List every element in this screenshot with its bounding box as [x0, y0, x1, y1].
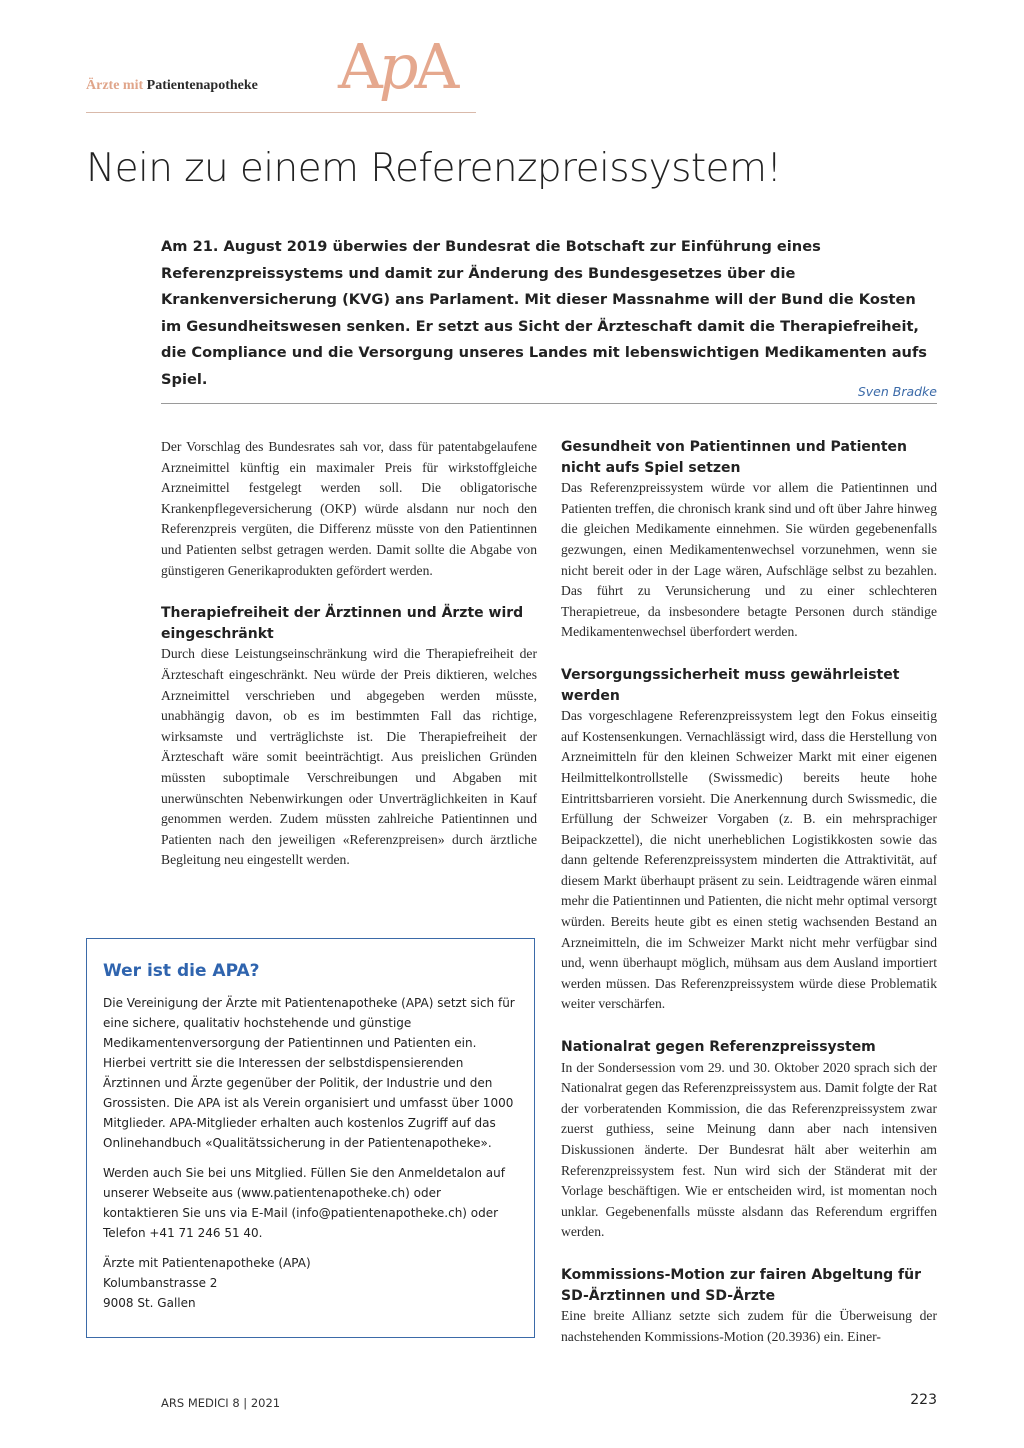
left-column	[161, 437, 537, 871]
logo-letter-a1: A	[338, 30, 379, 103]
info-box-paragraph-2: Werden auch Sie bei uns Mitglied. Füllen Sie den Anmeldetalon auf unserer Webseite aus (www.patientenapotheke.ch) oder kontaktieren Sie uns via E-Mail (info@patientenapotheke.ch) oder Telefon +41 71 246 51 40.	[103, 1166, 505, 1240]
address-line-3: 9008 St. Gallen	[103, 1296, 196, 1310]
footer-page-number: 223	[910, 1392, 937, 1408]
info-box-address	[103, 1253, 518, 1313]
right-heading-4: Kommissions-Motion zur fairen Abgeltung für SD-Ärztinnen und SD-Ärzte	[561, 1266, 922, 1304]
right-paragraph-4: Eine breite Allianz setzte sich zudem für die Überweisung der nachstehenden Kommissions-Motion (20.3936) ein. Einer-	[561, 1308, 937, 1344]
footer-journal: ARS MEDICI 8 | 2021	[161, 1396, 281, 1410]
page-header	[86, 30, 478, 118]
info-box-paragraph-1: Die Vereinigung der Ärzte mit Patientenapotheke (APA) setzt sich für eine sichere, qualitativ hochstehende und günstige Medikamentenversorgung der Patientinnen und Patienten ein. Hierbei vertritt sie die Interessen der selbstdispensierenden Ärztinnen und Ärzte gegenüber der Politik, der Industrie und den Grossisten. Die APA ist als Verein organisiert und umfasst über 1000 Mitglieder. APA-Mitglieder erhalten auch kostenlos Zugriff auf das Onlinehandbuch «Qualitätssicherung in der Patientenapotheke».	[103, 996, 515, 1150]
left-paragraph-1: Der Vorschlag des Bundesrates sah vor, dass für patentabgelaufene Arzneimittel künftig ein maximaler Preis für wirkstoffgleiche Arzneimittel festgelegt werden soll. Die obligatorische Krankenpflegeversicherung (OKP) würde alsdann nur noch den Referenzpreis vergüten, die Differenz müsste von den Patientinnen und Patienten selbst getragen werden. Damit sollte die Abgabe von günstigeren Generikaprodukten gefördert werden.	[161, 439, 537, 578]
article-author: Sven Bradke	[857, 384, 937, 399]
logo-letter-p: p	[378, 30, 415, 103]
address-line-1: Ärzte mit Patientenapotheke (APA)	[103, 1256, 311, 1270]
apa-logo	[338, 30, 456, 103]
right-heading-1: Gesundheit von Patientinnen und Patienten nicht aufs Spiel setzen	[561, 439, 908, 476]
right-paragraph-3: In der Sondersession vom 29. und 30. Oktober 2020 sprach sich der Nationalrat gegen das Referenzpreissystem aus. Damit folgte der Rat der vorberatenden Kommission, die das Referenzpreissystem zwar zuerst guthiess, seine Meinung dann aber nach intensiven Diskussionen änderte. Der Bundesrat hält aber weiterhin am Referenzpreissystem fest. Nun wird sich der Ständerat mit der Vorlage beschäftigen. Wie er entscheiden wird, ist momentan noch unklar. Gegebenenfalls müsste alsdann das Referendum ergriffen werden.	[561, 1059, 937, 1240]
brand-light: Ärzte mit	[86, 78, 144, 93]
address-line-2: Kolumbanstrasse 2	[103, 1276, 218, 1290]
right-paragraph-1: Das Referenzpreissystem würde vor allem die Patientinnen und Patienten treffen, die chronisch krank sind und oft über Jahre hinweg die gleichen Medikamente einnehmen. Sie würden gegebenenfalls gezwungen, einen Medikamentenwechsel vorzunehmen, wenn sie nicht bereit oder in der Lage wären, Aufschläge selbst zu bezahlen. Das führt zu Verunsicherung und zu einer schlechteren Therapietreue, da insbesondere betagte Personen durch ständige Medikamentenwechsel überfordert werden.	[561, 480, 937, 640]
article-title: Nein zu einem Referenzpreissystem!	[86, 146, 782, 191]
left-heading-1: Therapiefreiheit der Ärztinnen und Ärzte wird eingeschränkt	[161, 605, 524, 642]
right-paragraph-2: Das vorgeschlagene Referenzpreissystem legt den Fokus einseitig auf Kostensenkungen. Vernachlässigt wird, dass die Herstellung von Arzneimitteln für den kleinen Schweizer Markt mit einer eigenen Heilmittelkontrollstelle (Swissmedic) bereits heute hohe Eintrittsbarrieren vorsieht. Die Anerkennung durch Swissmedic, die Erfüllung der Schweizer Vorgaben (z. B. ein mehrsprachiger Beipackzettel), die nicht unerheblichen Logistikkosten sowie das dann geltende Referenzpreissystem minderten die Attraktivität, auf diesem Markt überhaupt präsent zu sein. Leidtragende wären einmal mehr die Patientinnen und Patienten, die nicht mehr optimal versorgt würden. Bereits heute gibt es einen stetig wachsenden Bestand an Arzneimitteln, die im Schweizer Markt nicht mehr verfügbar sind und, wenn überhaupt möglich, mühsam aus dem Ausland importiert werden müssen. Das Referenzpreissystem würde diese Problematik weiter verschärfen.	[561, 708, 937, 1012]
article-lead: Am 21. August 2019 überwies der Bundesrat die Botschaft zur Einführung eines Referenzpreissystems und damit zur Änderung des Bundesgesetzes über die Krankenversicherung (KVG) ans Parlament. Mit dieser Massnahme will der Bund die Kosten im Gesundheitswesen senken. Er setzt aus Sicht der Ärzteschaft damit die Therapiefreiheit, die Compliance und die Versorgung unseres Landes mit lebenswichtigen Medikamenten aufs Spiel.	[161, 238, 927, 388]
right-column	[561, 437, 937, 1347]
right-heading-3: Nationalrat gegen Referenzpreissystem	[561, 1039, 876, 1056]
info-box-title: Wer ist die APA?	[103, 961, 260, 981]
brand-text	[86, 78, 258, 94]
left-paragraph-2: Durch diese Leistungseinschränkung wird die Therapiefreiheit der Ärzteschaft eingeschränkt. Neu würde der Preis diktieren, welches Arzneimittel verschrieben und abgegeben werden müsste, unabhängig davon, ob es im bestimmten Fall das richtige, wirksamste und verträglichste ist. Die Therapiefreiheit der Ärzteschaft wäre somit beeinträchtigt. Aus preislichen Gründen müssten suboptimale Verschreibungen und Abgaben mit unerwünschten Nebenwirkungen oder Unverträglichkeiten in Kauf genommen werden. Zudem müssten zahlreiche Patientinnen und Patienten nach den jeweiligen «Referenzpreisen» durch ärztliche Begleitung neu eingestellt werden.	[161, 646, 537, 868]
header-rule	[86, 112, 476, 113]
right-heading-2: Versorgungssicherheit muss gewährleistet werden	[561, 666, 900, 704]
logo-letter-a2: A	[414, 30, 456, 103]
brand-dark: Patientenapotheke	[146, 78, 258, 93]
info-box	[86, 938, 535, 1338]
lead-divider	[161, 403, 937, 404]
